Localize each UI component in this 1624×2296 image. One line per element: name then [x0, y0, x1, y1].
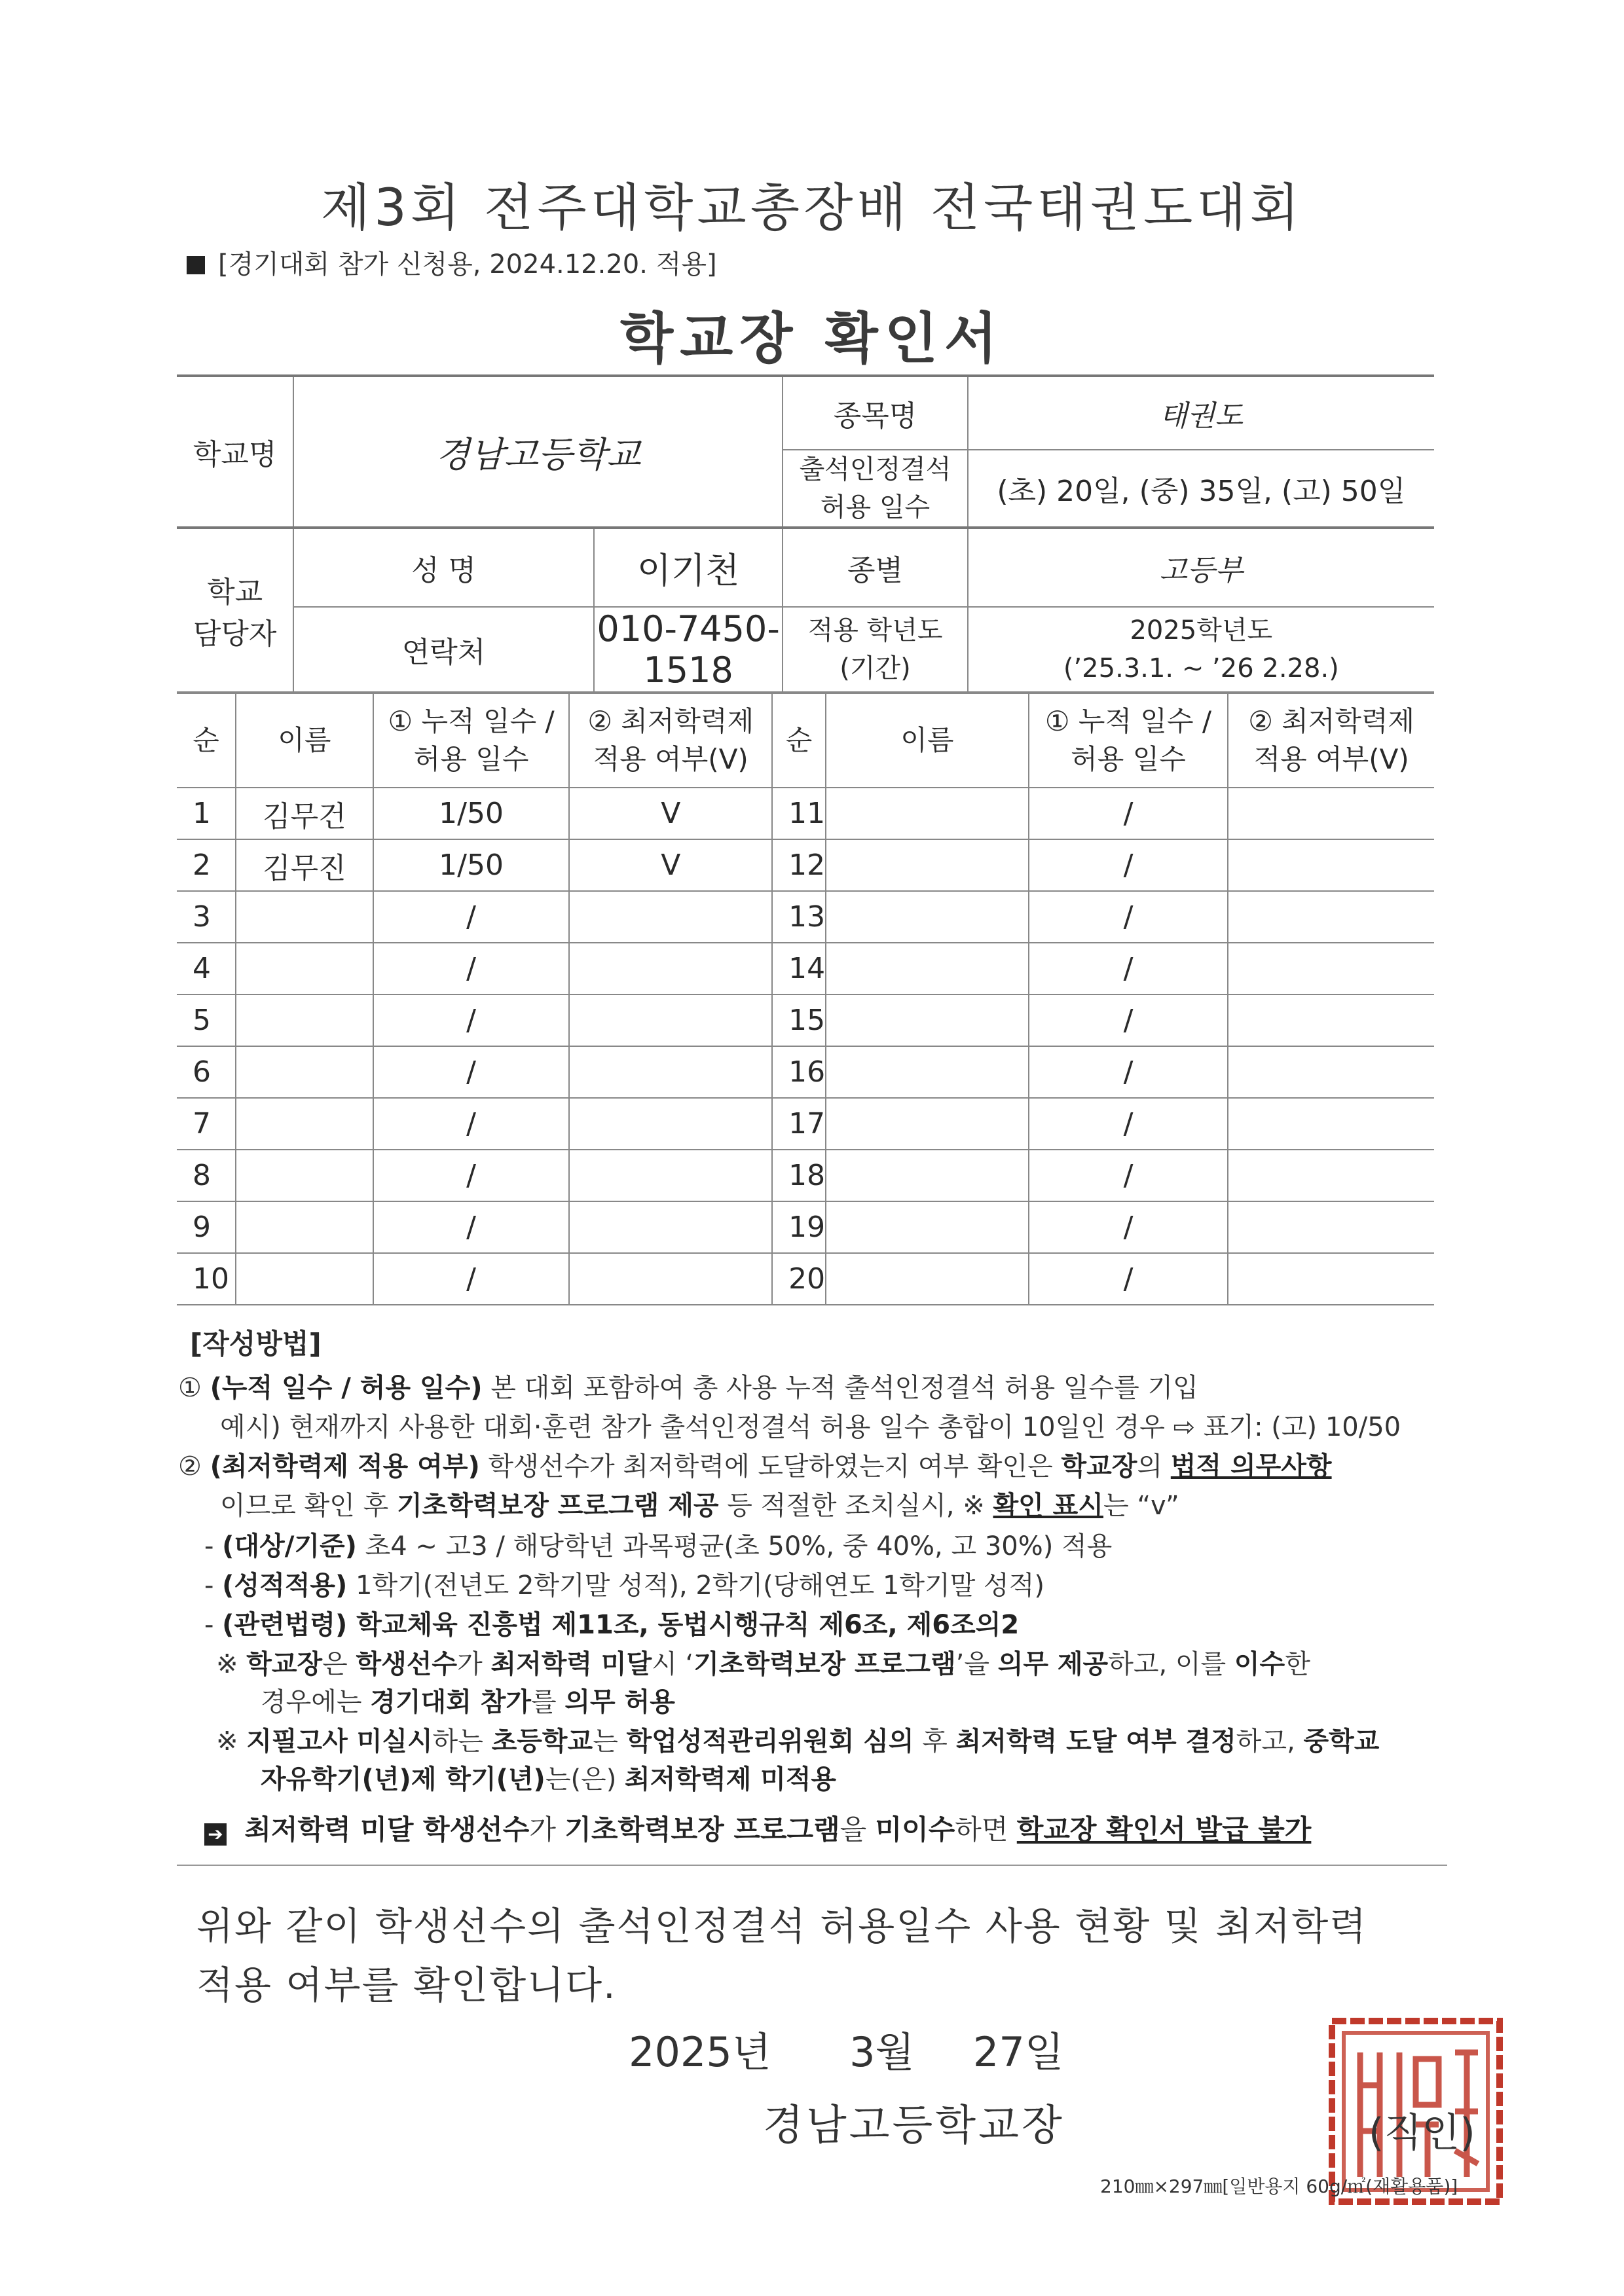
- roster-no-cell: 19: [772, 1201, 826, 1253]
- method-line-5: - (관련법령) 학교체육 진흥법 제11조, 동법시행규칙 제6조, 제6조의2: [204, 1610, 1020, 1640]
- l6-b5: 의무 제공: [997, 1649, 1109, 1679]
- roster-min-cell: [1228, 788, 1434, 839]
- sport-label: 종목명: [783, 376, 967, 450]
- absence-label-line1: 출석인정결석: [799, 454, 951, 484]
- roster-days-cell: /: [373, 1150, 570, 1201]
- roster-days-cell: /: [373, 943, 570, 994]
- roster-min-cell: V: [569, 839, 772, 891]
- l5-bold: (관련법령) 학교체육 진흥법 제11조, 동법시행규칙 제6조, 제6조의2: [222, 1610, 1020, 1640]
- l6-b4: 기초학력보장 프로그램: [693, 1649, 956, 1679]
- issue-date: [629, 2020, 1064, 2078]
- school-label: 학교명: [177, 376, 293, 528]
- l6-b3: 최저학력 미달: [490, 1649, 652, 1679]
- roster-days-cell: /: [1029, 891, 1228, 943]
- l2-bold2: 학교장: [1061, 1451, 1137, 1482]
- roster-name-cell: [826, 943, 1029, 994]
- roster-no-cell: 13: [772, 891, 826, 943]
- l2-text1: 학생선수가 최저학력에 도달하였는지 여부 확인은: [488, 1451, 1053, 1482]
- roster-days-cell: /: [373, 1098, 570, 1150]
- l4-text: 1학기(전년도 2학기말 성적), 2학기(당해연도 1학기말 성적): [356, 1571, 1044, 1601]
- roster-no-cell: 9: [177, 1201, 236, 1253]
- roster-no-cell: 4: [177, 943, 236, 994]
- category-label: 종별: [783, 528, 967, 607]
- roster-no-cell: 8: [177, 1150, 236, 1201]
- sport-value: 태권도: [968, 376, 1434, 450]
- l10-t2: 을: [840, 1813, 867, 1846]
- roster-name-cell: [826, 839, 1029, 891]
- year-value: [968, 607, 1434, 692]
- method-line-1: [178, 1367, 1198, 1404]
- roster-name-cell: [826, 1201, 1029, 1253]
- roster-min-cell: [1228, 1098, 1434, 1150]
- l9-t1: 는(은): [545, 1764, 617, 1795]
- paper-spec: 210㎜×297㎜[일반용지 60g/㎡(재활용품)]: [1100, 2176, 1458, 2197]
- roster-name-cell: [236, 1150, 373, 1201]
- table-row: [177, 1046, 1434, 1098]
- roster-name-cell: [826, 1098, 1029, 1150]
- roster-min-cell: V: [569, 788, 772, 839]
- l2b-text1: 이므로 확인 후: [220, 1491, 389, 1521]
- roster-name-cell: [826, 1150, 1029, 1201]
- l2-text2: 의: [1137, 1451, 1163, 1482]
- roster-name-cell: [826, 994, 1029, 1046]
- section-divider: [177, 1865, 1447, 1866]
- method-line-3: - (대상/기준) 초4 ~ 고3 / 해당학년 과목평균(초 50%, 중 40%, 고 30%) 적용: [204, 1531, 1113, 1561]
- roster-no-cell: 18: [772, 1150, 826, 1201]
- table-row: [177, 1150, 1434, 1201]
- roster-days-cell: /: [1029, 994, 1228, 1046]
- roster-no-cell: 15: [772, 994, 826, 1046]
- contact-value: 010-7450-1518: [594, 607, 783, 692]
- table-row: [177, 839, 1434, 891]
- date-year: 2025년: [629, 2028, 771, 2076]
- contact-label: 연락처: [293, 607, 594, 692]
- col-days-right: [1029, 693, 1228, 788]
- l4-bold: (성적적용): [222, 1571, 348, 1601]
- l10-t1: 가: [529, 1813, 556, 1846]
- roster-min-cell: [569, 1046, 772, 1098]
- roster-days-cell: /: [373, 994, 570, 1046]
- document-title: 학교장 확인서: [619, 306, 1005, 371]
- roster-days-cell: /: [373, 1046, 570, 1098]
- absence-label-line2: 허용 일수: [820, 492, 931, 522]
- info-table: [177, 374, 1434, 693]
- l6-mark: ※: [216, 1649, 238, 1679]
- table-row: [177, 891, 1434, 943]
- roster-days-cell: /: [1029, 1150, 1228, 1201]
- mark-2: ②: [178, 1451, 202, 1482]
- method-line-8: [216, 1721, 1379, 1758]
- roster-no-cell: 11: [772, 788, 826, 839]
- roster-name-cell: [826, 1046, 1029, 1098]
- method-line-6: [216, 1643, 1310, 1681]
- l7-t2: 를: [531, 1687, 557, 1717]
- roster-no-cell: 12: [772, 839, 826, 891]
- roster-min-cell: [1228, 1150, 1434, 1201]
- roster-no-cell: 1: [177, 788, 236, 839]
- roster-name-cell: [236, 943, 373, 994]
- l3-bold: (대상/기준): [222, 1531, 357, 1561]
- table-row: [177, 994, 1434, 1046]
- roster-min-cell: [1228, 994, 1434, 1046]
- roster-min-cell: [569, 1201, 772, 1253]
- roster-no-cell: 17: [772, 1098, 826, 1150]
- method-line-9: [261, 1758, 836, 1796]
- l6-b1: 학교장: [246, 1649, 323, 1679]
- table-row: [177, 1098, 1434, 1150]
- roster-days-cell: /: [1029, 1046, 1228, 1098]
- roster-min-cell: [1228, 891, 1434, 943]
- roster-days-cell: /: [1029, 943, 1228, 994]
- l6-t1: 은: [322, 1649, 348, 1679]
- method-line-2b: [220, 1485, 1179, 1522]
- l3-text: 초4 ~ 고3 / 해당학년 과목평균(초 50%, 중 40%, 고 30%) 적용: [365, 1531, 1113, 1561]
- col-days-right-line2: 허용 일수: [1071, 743, 1186, 775]
- year-value-line1: 2025학년도: [1130, 615, 1273, 646]
- col-days-left-line1: ① 누적 일수 /: [388, 705, 555, 737]
- manager-label-line1: 학교: [207, 575, 263, 609]
- table-row: [177, 788, 1434, 839]
- roster-min-cell: [1228, 1201, 1434, 1253]
- roster-name-cell: [826, 891, 1029, 943]
- col-days-left-line2: 허용 일수: [413, 743, 529, 775]
- l2b-text2: 등 적절한 조치실시, ※: [727, 1491, 985, 1521]
- l1-bold: (누적 일수 / 허용 일수): [210, 1373, 483, 1403]
- date-day: 27일: [972, 2028, 1064, 2076]
- col-days-left: [373, 693, 570, 788]
- roster-days-cell: /: [1029, 1098, 1228, 1150]
- l6-t4: ’을: [955, 1649, 989, 1679]
- arrow-box-icon: ➔: [204, 1823, 227, 1846]
- col-min-right-line1: ② 최저학력제: [1248, 705, 1415, 737]
- l7-b1: 경기대회 참가: [370, 1687, 532, 1717]
- method-line-2: [178, 1446, 1332, 1483]
- manager-label-line2: 담당자: [193, 617, 277, 651]
- roster-days-cell: /: [373, 891, 570, 943]
- year-label-line1: 적용 학년도: [807, 615, 943, 646]
- l8-b1: 지필고사 미실시: [246, 1726, 433, 1757]
- l6-t3: 시 ‘: [652, 1649, 694, 1679]
- name-value: 이기천: [594, 528, 783, 607]
- roster-days-cell: /: [1029, 839, 1228, 891]
- roster-no-cell: 2: [177, 839, 236, 891]
- roster-days-cell: /: [1029, 1253, 1228, 1305]
- l9-b2: 최저학력제 미적용: [625, 1764, 837, 1795]
- l6-t2: 가: [457, 1649, 483, 1679]
- l2b-bold2: 확인 표시: [993, 1491, 1103, 1521]
- roster-min-cell: [569, 891, 772, 943]
- roster-name-cell: [826, 788, 1029, 839]
- roster-min-cell: [569, 1253, 772, 1305]
- l10-b1: 최저학력 미달 학생선수: [244, 1813, 530, 1846]
- roster-min-cell: [569, 943, 772, 994]
- l6-t6: 한: [1285, 1649, 1310, 1679]
- roster-days-cell: /: [1029, 788, 1228, 839]
- l6-b2: 학생선수: [356, 1649, 458, 1679]
- roster-no-cell: 5: [177, 994, 236, 1046]
- l8-t1: 하는: [432, 1726, 483, 1757]
- roster-min-cell: [1228, 1046, 1434, 1098]
- roster-min-cell: [569, 1150, 772, 1201]
- year-label: [783, 607, 967, 692]
- l7-t1: 경우에는: [261, 1687, 362, 1717]
- l2-bold: (최저학력제 적용 여부): [210, 1451, 480, 1482]
- confirm-line-2: 적용 여부를 확인합니다.: [196, 1963, 617, 2007]
- roster-no-cell: 3: [177, 891, 236, 943]
- roster-days-cell: /: [373, 1201, 570, 1253]
- table-row: [177, 1253, 1434, 1305]
- l8-b4: 최저학력 도달 여부 결정: [955, 1726, 1236, 1757]
- method-line-1b: 예시) 현재까지 사용한 대회·훈련 참가 출석인정결석 허용 일수 총합이 10일인 경우 ⇨ 표기: (고) 10/50: [220, 1412, 1401, 1442]
- col-no-left: 순: [177, 693, 236, 788]
- l2b-bold1: 기초학력보장 프로그램 제공: [397, 1491, 719, 1521]
- roster-no-cell: 14: [772, 943, 826, 994]
- form-note: [187, 244, 717, 281]
- method-line-7: [261, 1681, 675, 1719]
- l7-b2: 의무 허용: [564, 1687, 675, 1717]
- col-min-left-line1: ② 최저학력제: [587, 705, 754, 737]
- l1-text: 본 대회 포함하여 총 사용 누적 출석인정결석 허용 일수를 기입: [490, 1373, 1198, 1403]
- event-title: 제3회 전주대학교총장배 전국태권도대회: [320, 179, 1304, 238]
- l8-t3: 후: [922, 1726, 948, 1757]
- l9-b1: 자유학기(년)제 학기(년): [261, 1764, 545, 1795]
- method-title: [작성방법]: [190, 1328, 322, 1360]
- roster-table: [177, 693, 1434, 1305]
- roster-min-cell: [1228, 1253, 1434, 1305]
- l8-b3: 학업성적관리위원회 심의: [626, 1726, 914, 1757]
- table-row: [177, 1201, 1434, 1253]
- mark-1: ①: [178, 1373, 202, 1403]
- seal-note: (직인): [1369, 2110, 1475, 2156]
- square-bullet-icon: [187, 256, 205, 274]
- absence-label: [783, 450, 967, 528]
- col-min-right-line2: 적용 여부(V): [1253, 743, 1409, 775]
- l2-bold3: 법적 의무사항: [1170, 1451, 1332, 1482]
- category-value: 고등부: [968, 528, 1434, 607]
- manager-label: [177, 528, 293, 692]
- l8-t4: 하고,: [1236, 1726, 1295, 1757]
- l8-t2: 는: [593, 1726, 618, 1757]
- roster-min-cell: [569, 994, 772, 1046]
- roster-name-cell: [236, 1201, 373, 1253]
- roster-no-cell: 6: [177, 1046, 236, 1098]
- year-label-line2: (기간): [840, 653, 911, 683]
- roster-name-cell: [236, 1253, 373, 1305]
- roster-days-cell: /: [373, 1253, 570, 1305]
- roster-days-cell: 1/50: [373, 839, 570, 891]
- roster-no-cell: 16: [772, 1046, 826, 1098]
- table-row: [177, 943, 1434, 994]
- col-min-left-line2: 적용 여부(V): [593, 743, 748, 775]
- year-value-line2: (’25.3.1. ~ ’26 2.28.): [1063, 653, 1339, 683]
- l10-t3: 하면: [955, 1813, 1008, 1846]
- l8-b2: 초등학교: [491, 1726, 593, 1757]
- method-line-4: - (성적적용) 1학기(전년도 2학기말 성적), 2학기(당해연도 1학기말 성적): [204, 1571, 1044, 1601]
- roster-name-cell: 김무건: [236, 788, 373, 839]
- roster-no-cell: 10: [177, 1253, 236, 1305]
- l6-t5: 하고, 이를: [1108, 1649, 1227, 1679]
- l10-b2: 기초학력보장 프로그램: [564, 1813, 840, 1846]
- school-value: 경남고등학교: [293, 376, 783, 528]
- l10-b4: 학교장 확인서 발급 불가: [1016, 1813, 1312, 1846]
- roster-min-cell: [569, 1098, 772, 1150]
- l2b-text3: 는 “v”: [1103, 1491, 1179, 1521]
- roster-name-cell: [236, 994, 373, 1046]
- col-days-right-line1: ① 누적 일수 /: [1044, 705, 1212, 737]
- col-min-left: [569, 693, 772, 788]
- col-name-right: 이름: [826, 693, 1029, 788]
- col-name-left: 이름: [236, 693, 373, 788]
- name-label: 성 명: [293, 528, 594, 607]
- method-line-10: [204, 1808, 1311, 1848]
- roster-name-cell: [236, 891, 373, 943]
- confirm-line-1: 위와 같이 학생선수의 출석인정결석 허용일수 사용 현황 및 최저학력: [196, 1904, 1368, 1948]
- roster-name-cell: 김무진: [236, 839, 373, 891]
- l6-b6: 이수: [1234, 1649, 1285, 1679]
- roster-days-cell: 1/50: [373, 788, 570, 839]
- col-min-right: [1228, 693, 1434, 788]
- roster-name-cell: [826, 1253, 1029, 1305]
- l8-b5: 중학교: [1303, 1726, 1380, 1757]
- roster-min-cell: [1228, 943, 1434, 994]
- roster-no-cell: 7: [177, 1098, 236, 1150]
- col-no-right: 순: [772, 693, 826, 788]
- roster-days-cell: /: [1029, 1201, 1228, 1253]
- l8-mark: ※: [216, 1726, 238, 1757]
- principal-name: 경남고등학교장: [763, 2102, 1065, 2150]
- roster-name-cell: [236, 1098, 373, 1150]
- roster-no-cell: 20: [772, 1253, 826, 1305]
- form-note-text: [경기대회 참가 신청용, 2024.12.20. 적용]: [218, 249, 717, 280]
- l10-b3: 미이수: [875, 1813, 955, 1846]
- absence-value: (초) 20일, (중) 35일, (고) 50일: [968, 450, 1434, 528]
- date-month: 3월: [849, 2028, 915, 2076]
- roster-name-cell: [236, 1046, 373, 1098]
- roster-min-cell: [1228, 839, 1434, 891]
